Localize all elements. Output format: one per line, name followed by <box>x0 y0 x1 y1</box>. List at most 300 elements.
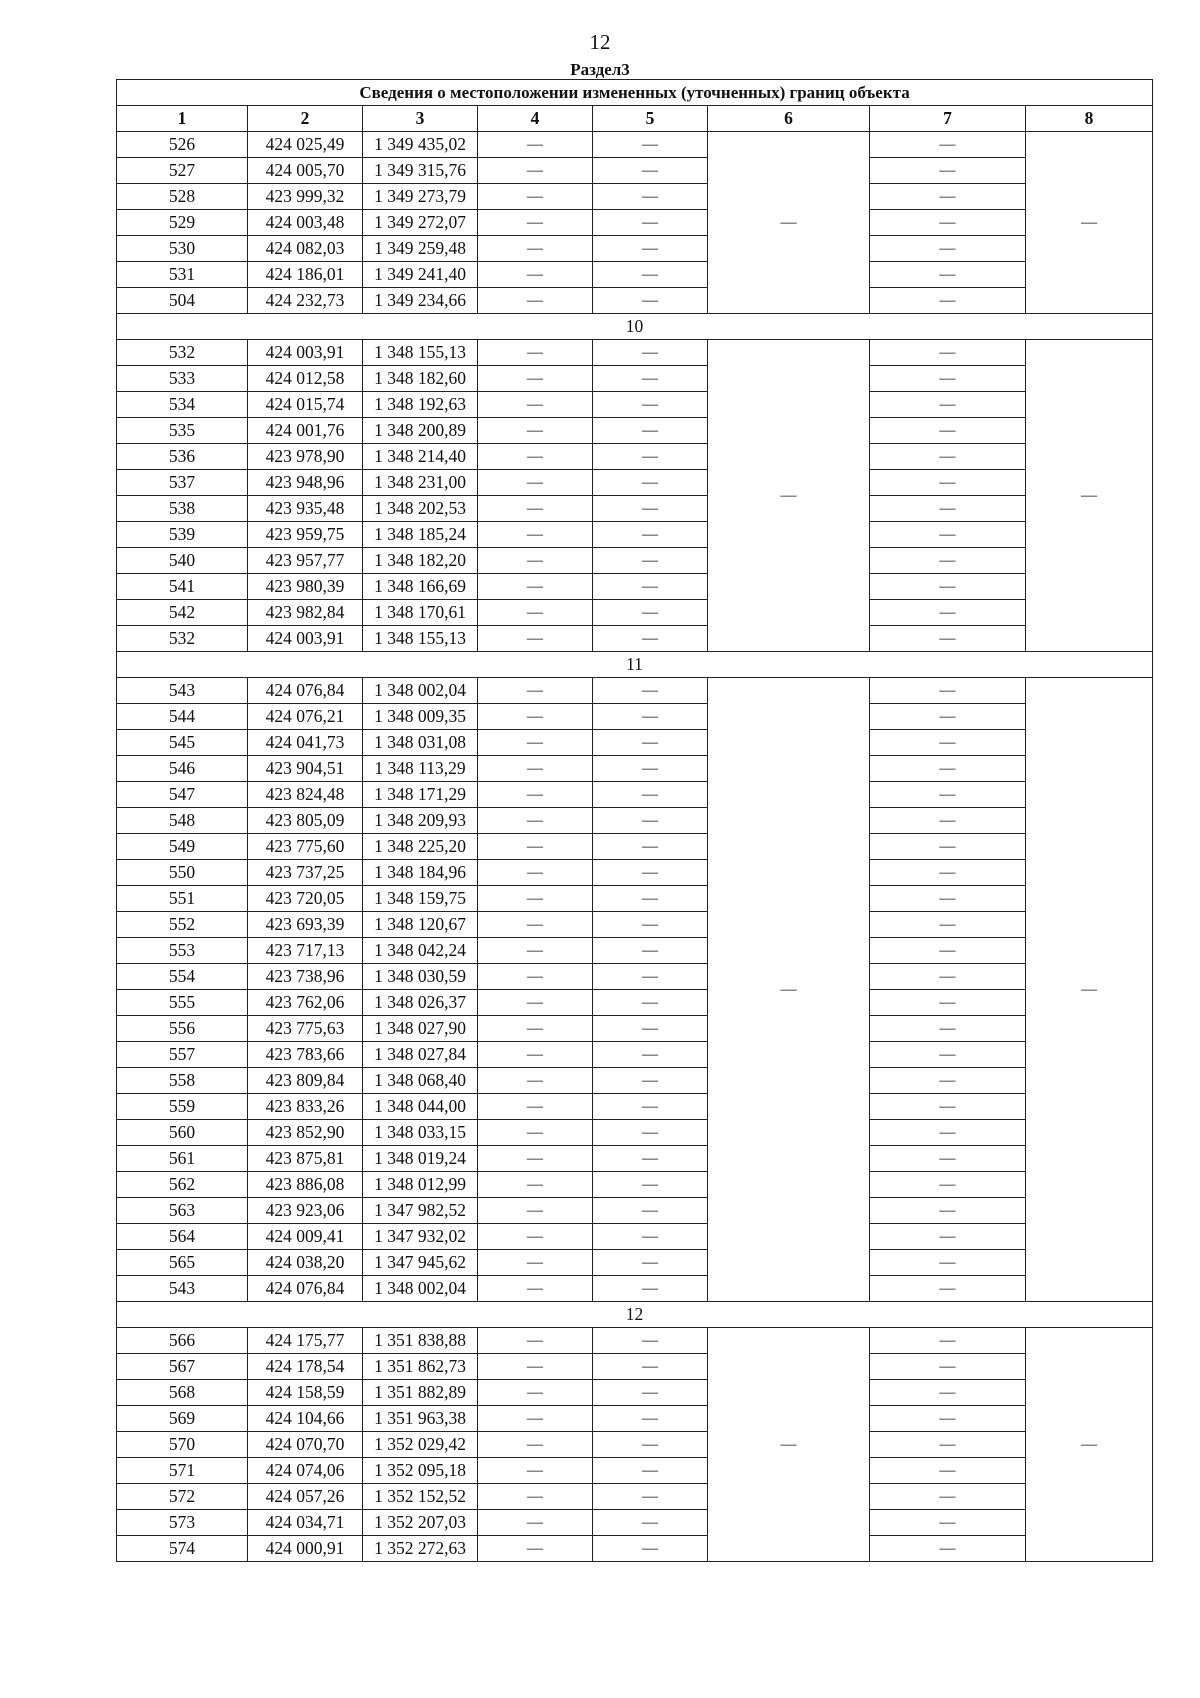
coordinate-x-cell: 423 805,09 <box>248 808 363 834</box>
column-4-cell: — <box>478 1536 593 1562</box>
column-5-cell: — <box>593 470 708 496</box>
table-row <box>117 1380 1153 1406</box>
column-5-cell: — <box>593 912 708 938</box>
point-number-cell: 537 <box>117 470 248 496</box>
column-7-cell: — <box>870 288 1026 314</box>
point-number-cell: 552 <box>117 912 248 938</box>
coordinate-y-cell: 1 349 315,76 <box>363 158 478 184</box>
coordinate-y-cell: 1 348 155,13 <box>363 340 478 366</box>
point-number-cell: 540 <box>117 548 248 574</box>
column-8-merged-cell: — <box>1026 678 1153 1302</box>
column-4-cell: — <box>478 1068 593 1094</box>
point-number-cell: 558 <box>117 1068 248 1094</box>
column-5-cell: — <box>593 938 708 964</box>
point-number-cell: 532 <box>117 626 248 652</box>
coordinate-x-cell: 423 935,48 <box>248 496 363 522</box>
table-row <box>117 1458 1153 1484</box>
coordinate-y-cell: 1 348 019,24 <box>363 1146 478 1172</box>
column-4-cell: — <box>478 834 593 860</box>
column-7-cell: — <box>870 1068 1026 1094</box>
point-number-cell: 535 <box>117 418 248 444</box>
column-4-cell: — <box>478 392 593 418</box>
column-7-cell: — <box>870 184 1026 210</box>
column-7-cell: — <box>870 938 1026 964</box>
column-5-cell: — <box>593 1354 708 1380</box>
coordinate-y-cell: 1 352 207,03 <box>363 1510 478 1536</box>
table-row <box>117 366 1153 392</box>
coordinate-y-cell: 1 348 002,04 <box>363 678 478 704</box>
coordinate-x-cell: 423 809,84 <box>248 1068 363 1094</box>
coordinate-y-cell: 1 348 202,53 <box>363 496 478 522</box>
column-header: 8 <box>1026 106 1153 132</box>
point-number-cell: 562 <box>117 1172 248 1198</box>
coordinate-y-cell: 1 348 026,37 <box>363 990 478 1016</box>
column-7-cell: — <box>870 236 1026 262</box>
column-5-cell: — <box>593 132 708 158</box>
coordinate-y-cell: 1 348 027,84 <box>363 1042 478 1068</box>
point-number-cell: 531 <box>117 262 248 288</box>
column-5-cell: — <box>593 1328 708 1354</box>
coordinate-x-cell: 424 012,58 <box>248 366 363 392</box>
coordinate-y-cell: 1 352 029,42 <box>363 1432 478 1458</box>
table-row <box>117 1068 1153 1094</box>
table-row <box>117 964 1153 990</box>
table-row <box>117 184 1153 210</box>
column-7-cell: — <box>870 782 1026 808</box>
table-row <box>117 1094 1153 1120</box>
column-5-cell: — <box>593 1120 708 1146</box>
column-4-cell: — <box>478 288 593 314</box>
column-4-cell: — <box>478 1042 593 1068</box>
column-6-merged-cell: — <box>708 340 870 652</box>
column-4-cell: — <box>478 704 593 730</box>
column-4-cell: — <box>478 1458 593 1484</box>
coordinate-x-cell: 423 980,39 <box>248 574 363 600</box>
table-row <box>117 938 1153 964</box>
column-5-cell: — <box>593 1146 708 1172</box>
column-5-cell: — <box>593 1250 708 1276</box>
coordinate-y-cell: 1 347 932,02 <box>363 1224 478 1250</box>
coordinate-y-cell: 1 348 033,15 <box>363 1120 478 1146</box>
point-number-cell: 533 <box>117 366 248 392</box>
column-7-cell: — <box>870 1146 1026 1172</box>
column-4-cell: — <box>478 1328 593 1354</box>
point-number-cell: 559 <box>117 1094 248 1120</box>
table-caption-row <box>117 80 1153 106</box>
column-7-cell: — <box>870 418 1026 444</box>
coordinate-y-cell: 1 348 171,29 <box>363 782 478 808</box>
coordinate-y-cell: 1 348 214,40 <box>363 444 478 470</box>
point-number-cell: 547 <box>117 782 248 808</box>
coordinate-x-cell: 423 875,81 <box>248 1146 363 1172</box>
coordinates-table <box>116 79 1153 1562</box>
coordinate-y-cell: 1 349 241,40 <box>363 262 478 288</box>
table-row <box>117 886 1153 912</box>
column-5-cell: — <box>593 184 708 210</box>
table-row <box>117 730 1153 756</box>
column-7-cell: — <box>870 1328 1026 1354</box>
column-5-cell: — <box>593 1406 708 1432</box>
column-5-cell: — <box>593 1536 708 1562</box>
column-5-cell: — <box>593 704 708 730</box>
column-6-merged-cell: — <box>708 132 870 314</box>
coordinate-x-cell: 423 775,63 <box>248 1016 363 1042</box>
column-7-cell: — <box>870 1198 1026 1224</box>
column-7-cell: — <box>870 704 1026 730</box>
coordinate-x-cell: 423 978,90 <box>248 444 363 470</box>
point-number-cell: 574 <box>117 1536 248 1562</box>
coordinate-x-cell: 424 000,91 <box>248 1536 363 1562</box>
column-4-cell: — <box>478 262 593 288</box>
point-number-cell: 560 <box>117 1120 248 1146</box>
column-4-cell: — <box>478 1354 593 1380</box>
coordinate-x-cell: 424 186,01 <box>248 262 363 288</box>
column-7-cell: — <box>870 1042 1026 1068</box>
column-7-cell: — <box>870 392 1026 418</box>
point-number-cell: 550 <box>117 860 248 886</box>
column-5-cell: — <box>593 1094 708 1120</box>
point-number-cell: 543 <box>117 678 248 704</box>
column-7-cell: — <box>870 574 1026 600</box>
column-4-cell: — <box>478 1510 593 1536</box>
coordinate-y-cell: 1 351 963,38 <box>363 1406 478 1432</box>
column-5-cell: — <box>593 1276 708 1302</box>
coordinate-x-cell: 424 041,73 <box>248 730 363 756</box>
column-4-cell: — <box>478 158 593 184</box>
table-row <box>117 548 1153 574</box>
column-4-cell: — <box>478 990 593 1016</box>
point-number-cell: 570 <box>117 1432 248 1458</box>
coordinate-y-cell: 1 348 002,04 <box>363 1276 478 1302</box>
coordinate-y-cell: 1 349 234,66 <box>363 288 478 314</box>
column-7-cell: — <box>870 756 1026 782</box>
point-number-cell: 530 <box>117 236 248 262</box>
table-row <box>117 392 1153 418</box>
column-7-cell: — <box>870 1172 1026 1198</box>
column-7-cell: — <box>870 886 1026 912</box>
column-4-cell: — <box>478 1224 593 1250</box>
column-4-cell: — <box>478 964 593 990</box>
column-5-cell: — <box>593 1380 708 1406</box>
column-7-cell: — <box>870 912 1026 938</box>
coordinate-y-cell: 1 348 012,99 <box>363 1172 478 1198</box>
column-7-cell: — <box>870 834 1026 860</box>
coordinate-x-cell: 424 057,26 <box>248 1484 363 1510</box>
column-4-cell: — <box>478 1146 593 1172</box>
point-number-cell: 567 <box>117 1354 248 1380</box>
column-7-cell: — <box>870 1276 1026 1302</box>
column-header: 7 <box>870 106 1026 132</box>
column-5-cell: — <box>593 574 708 600</box>
column-5-cell: — <box>593 522 708 548</box>
group-label-row <box>117 652 1153 678</box>
section-title: Раздел3 <box>570 60 630 79</box>
column-4-cell: — <box>478 236 593 262</box>
point-number-cell: 539 <box>117 522 248 548</box>
column-5-cell: — <box>593 1172 708 1198</box>
coordinate-x-cell: 424 005,70 <box>248 158 363 184</box>
point-number-cell: 541 <box>117 574 248 600</box>
column-5-cell: — <box>593 1068 708 1094</box>
coordinate-x-cell: 423 717,13 <box>248 938 363 964</box>
table-row <box>117 1146 1153 1172</box>
column-7-cell: — <box>870 1380 1026 1406</box>
coordinate-y-cell: 1 348 120,67 <box>363 912 478 938</box>
point-number-cell: 564 <box>117 1224 248 1250</box>
table-row <box>117 418 1153 444</box>
table-row <box>117 210 1153 236</box>
column-7-cell: — <box>870 1458 1026 1484</box>
column-7-cell: — <box>870 470 1026 496</box>
column-7-cell: — <box>870 262 1026 288</box>
coordinate-y-cell: 1 348 225,20 <box>363 834 478 860</box>
point-number-cell: 557 <box>117 1042 248 1068</box>
point-number-cell: 566 <box>117 1328 248 1354</box>
coordinate-x-cell: 424 158,59 <box>248 1380 363 1406</box>
coordinate-y-cell: 1 348 031,08 <box>363 730 478 756</box>
coordinate-y-cell: 1 351 882,89 <box>363 1380 478 1406</box>
coordinate-y-cell: 1 351 838,88 <box>363 1328 478 1354</box>
coordinate-y-cell: 1 352 152,52 <box>363 1484 478 1510</box>
column-7-cell: — <box>870 1354 1026 1380</box>
coordinate-y-cell: 1 351 862,73 <box>363 1354 478 1380</box>
table-row <box>117 678 1153 704</box>
column-7-cell: — <box>870 210 1026 236</box>
coordinate-x-cell: 424 070,70 <box>248 1432 363 1458</box>
column-4-cell: — <box>478 574 593 600</box>
table-row <box>117 782 1153 808</box>
point-number-cell: 534 <box>117 392 248 418</box>
column-8-merged-cell: — <box>1026 340 1153 652</box>
table-caption: Сведения о местоположении измененных (уточненных) границ объекта <box>117 80 1153 106</box>
point-number-cell: 573 <box>117 1510 248 1536</box>
coordinate-x-cell: 424 076,84 <box>248 678 363 704</box>
column-4-cell: — <box>478 418 593 444</box>
coordinate-y-cell: 1 348 159,75 <box>363 886 478 912</box>
table-row <box>117 1016 1153 1042</box>
point-number-cell: 536 <box>117 444 248 470</box>
table-row <box>117 756 1153 782</box>
table-row <box>117 236 1153 262</box>
coordinate-y-cell: 1 348 185,24 <box>363 522 478 548</box>
coordinate-x-cell: 424 038,20 <box>248 1250 363 1276</box>
table-row <box>117 262 1153 288</box>
table-row <box>117 1536 1153 1562</box>
table-row <box>117 1328 1153 1354</box>
coordinate-y-cell: 1 348 113,29 <box>363 756 478 782</box>
coordinate-x-cell: 423 852,90 <box>248 1120 363 1146</box>
coordinate-x-cell: 423 948,96 <box>248 470 363 496</box>
point-number-cell: 548 <box>117 808 248 834</box>
page-number: 12 <box>589 30 611 54</box>
column-5-cell: — <box>593 626 708 652</box>
column-header: 5 <box>593 106 708 132</box>
column-header: 4 <box>478 106 593 132</box>
table-body <box>117 132 1153 1562</box>
coordinate-y-cell: 1 348 042,24 <box>363 938 478 964</box>
column-4-cell: — <box>478 1380 593 1406</box>
column-5-cell: — <box>593 886 708 912</box>
coordinate-x-cell: 424 104,66 <box>248 1406 363 1432</box>
point-number-cell: 546 <box>117 756 248 782</box>
column-5-cell: — <box>593 1484 708 1510</box>
column-6-merged-cell: — <box>708 678 870 1302</box>
column-header: 2 <box>248 106 363 132</box>
coordinate-y-cell: 1 348 030,59 <box>363 964 478 990</box>
point-number-cell: 568 <box>117 1380 248 1406</box>
coordinate-x-cell: 423 824,48 <box>248 782 363 808</box>
group-label-row <box>117 314 1153 340</box>
coordinate-x-cell: 423 923,06 <box>248 1198 363 1224</box>
table-row <box>117 1172 1153 1198</box>
point-number-cell: 551 <box>117 886 248 912</box>
column-4-cell: — <box>478 1276 593 1302</box>
coordinate-x-cell: 423 982,84 <box>248 600 363 626</box>
table-row <box>117 1042 1153 1068</box>
column-4-cell: — <box>478 600 593 626</box>
coordinate-x-cell: 423 775,60 <box>248 834 363 860</box>
coordinate-y-cell: 1 352 272,63 <box>363 1536 478 1562</box>
column-7-cell: — <box>870 964 1026 990</box>
coordinate-x-cell: 424 074,06 <box>248 1458 363 1484</box>
column-7-cell: — <box>870 1510 1026 1536</box>
coordinate-y-cell: 1 348 231,00 <box>363 470 478 496</box>
column-7-cell: — <box>870 1224 1026 1250</box>
column-8-merged-cell: — <box>1026 1328 1153 1562</box>
column-5-cell: — <box>593 1198 708 1224</box>
column-5-cell: — <box>593 444 708 470</box>
column-4-cell: — <box>478 548 593 574</box>
point-number-cell: 542 <box>117 600 248 626</box>
column-5-cell: — <box>593 366 708 392</box>
column-7-cell: — <box>870 340 1026 366</box>
coordinate-x-cell: 424 232,73 <box>248 288 363 314</box>
column-4-cell: — <box>478 1484 593 1510</box>
table-row <box>117 600 1153 626</box>
column-5-cell: — <box>593 990 708 1016</box>
table-row <box>117 1224 1153 1250</box>
column-4-cell: — <box>478 1406 593 1432</box>
column-4-cell: — <box>478 1198 593 1224</box>
coordinate-y-cell: 1 349 273,79 <box>363 184 478 210</box>
column-4-cell: — <box>478 912 593 938</box>
table-row <box>117 1432 1153 1458</box>
table-row <box>117 340 1153 366</box>
point-number-cell: 569 <box>117 1406 248 1432</box>
table-row <box>117 912 1153 938</box>
column-7-cell: — <box>870 1120 1026 1146</box>
table-row <box>117 1250 1153 1276</box>
coordinate-x-cell: 423 886,08 <box>248 1172 363 1198</box>
point-number-cell: 545 <box>117 730 248 756</box>
column-4-cell: — <box>478 1120 593 1146</box>
table-row <box>117 288 1153 314</box>
column-5-cell: — <box>593 496 708 522</box>
table-row <box>117 1354 1153 1380</box>
point-number-cell: 526 <box>117 132 248 158</box>
coordinate-x-cell: 424 001,76 <box>248 418 363 444</box>
table-row <box>117 834 1153 860</box>
group-label: 12 <box>117 1302 1153 1328</box>
column-5-cell: — <box>593 1432 708 1458</box>
column-5-cell: — <box>593 236 708 262</box>
column-4-cell: — <box>478 366 593 392</box>
coordinate-x-cell: 424 003,91 <box>248 340 363 366</box>
coordinate-x-cell: 423 783,66 <box>248 1042 363 1068</box>
column-5-cell: — <box>593 860 708 886</box>
column-7-cell: — <box>870 600 1026 626</box>
column-4-cell: — <box>478 808 593 834</box>
column-4-cell: — <box>478 730 593 756</box>
coordinate-x-cell: 423 904,51 <box>248 756 363 782</box>
column-7-cell: — <box>870 1016 1026 1042</box>
column-4-cell: — <box>478 470 593 496</box>
table-row <box>117 1276 1153 1302</box>
column-4-cell: — <box>478 1016 593 1042</box>
point-number-cell: 563 <box>117 1198 248 1224</box>
column-7-cell: — <box>870 522 1026 548</box>
column-7-cell: — <box>870 132 1026 158</box>
column-5-cell: — <box>593 288 708 314</box>
coordinate-y-cell: 1 348 192,63 <box>363 392 478 418</box>
coordinate-x-cell: 423 738,96 <box>248 964 363 990</box>
table-row <box>117 704 1153 730</box>
table-row <box>117 444 1153 470</box>
column-5-cell: — <box>593 808 708 834</box>
column-5-cell: — <box>593 340 708 366</box>
column-4-cell: — <box>478 678 593 704</box>
column-7-cell: — <box>870 1094 1026 1120</box>
point-number-cell: 532 <box>117 340 248 366</box>
column-4-cell: — <box>478 522 593 548</box>
coordinate-y-cell: 1 348 027,90 <box>363 1016 478 1042</box>
table-row <box>117 522 1153 548</box>
coordinate-y-cell: 1 348 182,60 <box>363 366 478 392</box>
column-5-cell: — <box>593 1042 708 1068</box>
column-4-cell: — <box>478 782 593 808</box>
coordinate-y-cell: 1 349 272,07 <box>363 210 478 236</box>
column-7-cell: — <box>870 1432 1026 1458</box>
coordinate-y-cell: 1 348 209,93 <box>363 808 478 834</box>
point-number-cell: 556 <box>117 1016 248 1042</box>
table-row <box>117 1484 1153 1510</box>
table-row <box>117 496 1153 522</box>
column-4-cell: — <box>478 1172 593 1198</box>
column-7-cell: — <box>870 860 1026 886</box>
column-4-cell: — <box>478 1432 593 1458</box>
coordinate-y-cell: 1 348 200,89 <box>363 418 478 444</box>
point-number-cell: 544 <box>117 704 248 730</box>
coordinate-y-cell: 1 348 044,00 <box>363 1094 478 1120</box>
coordinate-y-cell: 1 352 095,18 <box>363 1458 478 1484</box>
coordinate-x-cell: 423 720,05 <box>248 886 363 912</box>
coordinate-x-cell: 424 015,74 <box>248 392 363 418</box>
column-4-cell: — <box>478 1250 593 1276</box>
point-number-cell: 571 <box>117 1458 248 1484</box>
point-number-cell: 529 <box>117 210 248 236</box>
column-5-cell: — <box>593 210 708 236</box>
column-5-cell: — <box>593 1224 708 1250</box>
coordinate-y-cell: 1 347 945,62 <box>363 1250 478 1276</box>
column-7-cell: — <box>870 1536 1026 1562</box>
column-4-cell: — <box>478 340 593 366</box>
point-number-cell: 504 <box>117 288 248 314</box>
coordinate-x-cell: 424 076,21 <box>248 704 363 730</box>
table-row <box>117 1120 1153 1146</box>
column-7-cell: — <box>870 158 1026 184</box>
coordinate-x-cell: 423 737,25 <box>248 860 363 886</box>
coordinate-x-cell: 424 076,84 <box>248 1276 363 1302</box>
